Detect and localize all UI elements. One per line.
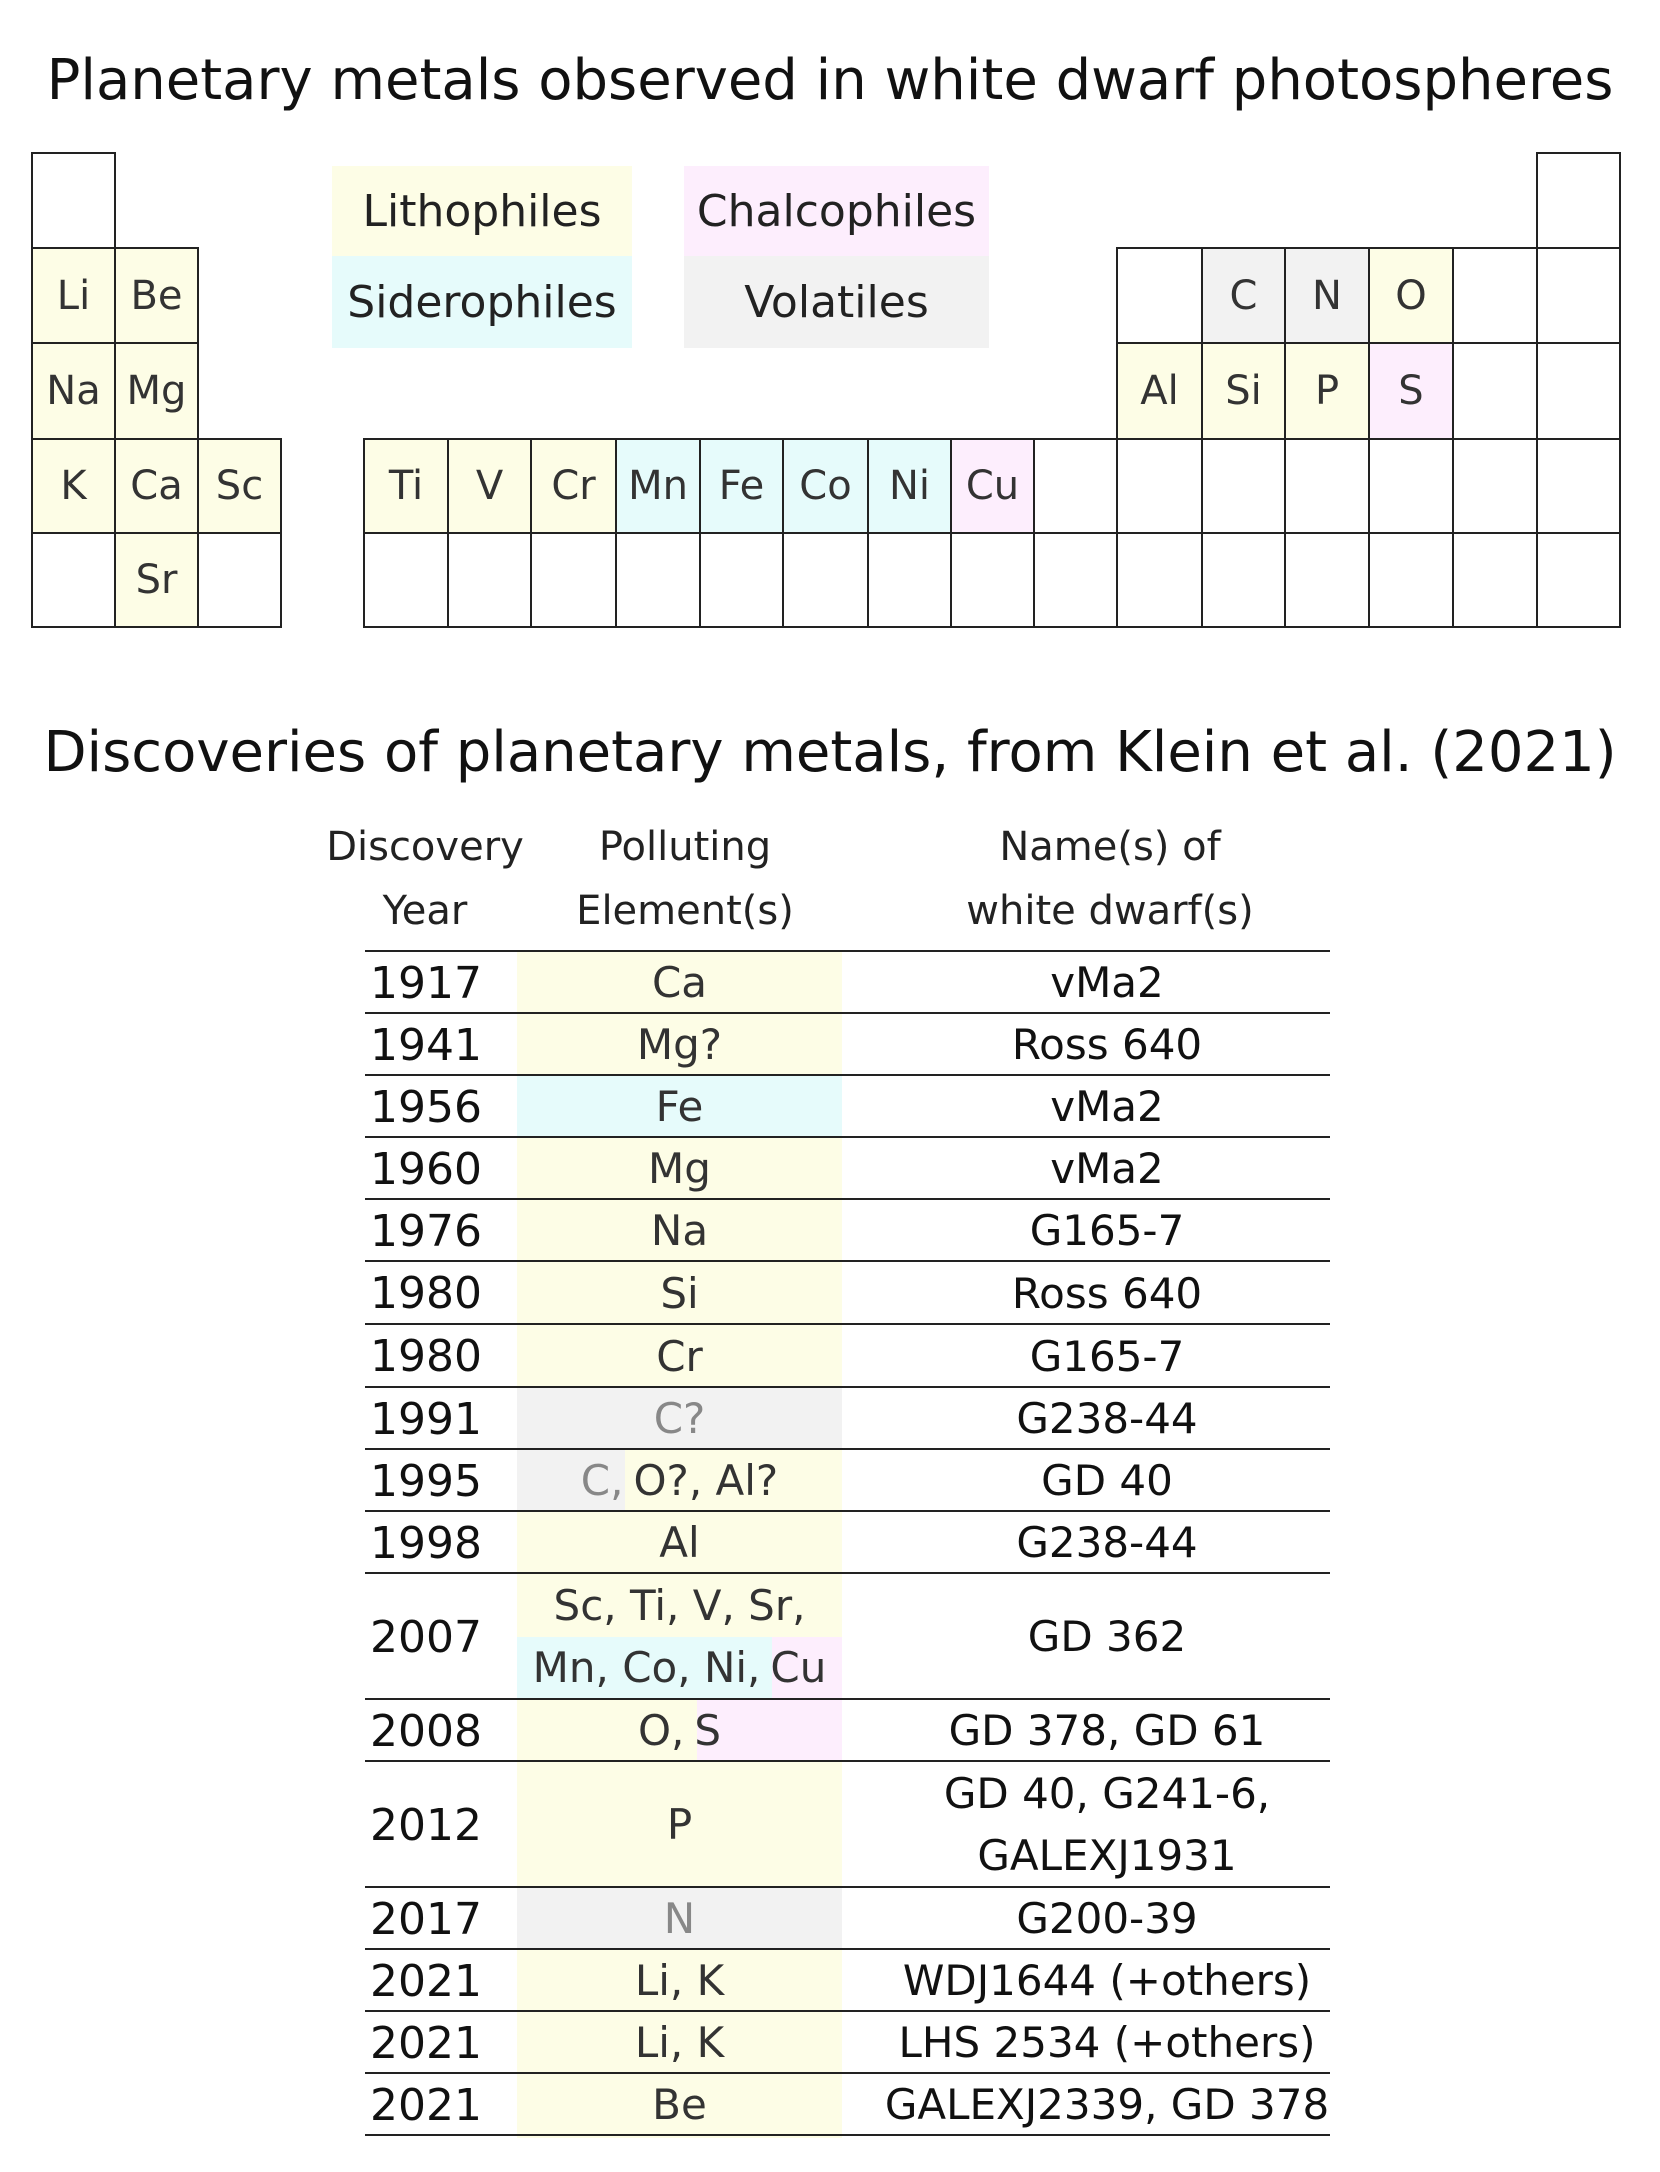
cell-empty (867, 532, 952, 628)
row-names: G238-44 (1016, 1394, 1198, 1443)
header-year-line2: Year (382, 888, 468, 934)
row-year: 2012 (370, 1799, 482, 1851)
row-elements: Mg (648, 1144, 711, 1193)
row-year: 1976 (370, 1205, 482, 1257)
element-Be: Be (114, 247, 199, 344)
element-Ca: Ca (114, 438, 199, 534)
header-elements (545, 815, 825, 943)
element-lithophile: O, (637, 1706, 685, 1755)
element-Fe: Fe (699, 438, 784, 534)
element-Cr: Cr (530, 438, 617, 534)
element-line-lithophile: Sc, Ti, V, Sr, (553, 1581, 806, 1630)
row-names (842, 1762, 1372, 1888)
row-names: G200-39 (1016, 1894, 1198, 1943)
element-N: N (1284, 247, 1370, 344)
row-names: vMa2 (1050, 1144, 1164, 1193)
element-line-siderophile (533, 1637, 827, 1699)
row-names: Ross 640 (1011, 1020, 1203, 1069)
row-names: vMa2 (1050, 958, 1164, 1007)
element-Li: Li (31, 247, 116, 344)
element-chalcophile: Cu (770, 1643, 827, 1692)
cell-empty (1284, 438, 1370, 534)
row-names-line2: GALEXJ1931 (977, 1831, 1237, 1880)
element-Mn: Mn (615, 438, 701, 534)
cell-empty (1033, 438, 1118, 534)
main-title: Planetary metals observed in white dwarf photospheres (46, 48, 1614, 113)
element-Ti: Ti (363, 438, 449, 534)
row-names: G238-44 (1016, 1518, 1198, 1567)
legend-lithophiles: Lithophiles (332, 166, 632, 256)
header-year-line1: Discovery (326, 824, 524, 870)
header-elements-line1: Polluting (598, 824, 772, 870)
legend-chalcophiles: Chalcophiles (684, 166, 989, 256)
element-Sr: Sr (114, 532, 199, 628)
row-elements: P (666, 1800, 693, 1849)
row-year: 1995 (370, 1455, 482, 1507)
cell-empty (1452, 247, 1538, 344)
row-year: 2017 (370, 1893, 482, 1945)
cell-empty (1201, 438, 1286, 534)
element-Al: Al (1116, 342, 1203, 440)
cell-empty (1033, 532, 1118, 628)
cell-he (1536, 152, 1621, 249)
row-year: 2021 (370, 2079, 482, 2131)
cell-empty (1284, 532, 1370, 628)
row-year: 1917 (370, 957, 482, 1009)
element-Co: Co (782, 438, 869, 534)
row-names: G165-7 (1029, 1331, 1185, 1381)
element-O: O (1368, 247, 1454, 344)
discoveries-title: Discoveries of planetary metals, from Klein et al. (2021) (43, 720, 1617, 785)
cell-empty (363, 532, 449, 628)
cell-empty (1536, 438, 1621, 534)
row-elements: Ca (651, 958, 708, 1007)
row-elements: N (663, 1894, 696, 1943)
row-elements: Mg? (636, 1020, 723, 1069)
header-names-line2: white dwarf(s) (966, 888, 1254, 934)
cell-empty (530, 532, 617, 628)
row-year: 1941 (370, 1019, 482, 1071)
row-elements: Be (652, 2080, 707, 2129)
cell-empty (1368, 438, 1454, 534)
element-P: P (1284, 342, 1370, 440)
cell-empty (1116, 247, 1203, 344)
cell-empty (1452, 438, 1538, 534)
legend-volatiles: Volatiles (684, 256, 989, 348)
cell-empty (699, 532, 784, 628)
row-elements: Na (650, 1206, 709, 1255)
cell-empty (1452, 342, 1538, 440)
row-elements (517, 1700, 842, 1762)
cell-empty (782, 532, 869, 628)
cell-empty (1452, 532, 1538, 628)
element-Ni: Ni (867, 438, 952, 534)
element-Mg: Mg (114, 342, 199, 440)
row-elements: Al (659, 1518, 700, 1567)
row-year: 1960 (370, 1143, 482, 1195)
header-year (300, 815, 550, 943)
row-names: LHS 2534 (+others) (898, 2018, 1316, 2067)
cell-empty (1116, 532, 1203, 628)
row-year: 2007 (370, 1611, 482, 1663)
row-elements (517, 1574, 842, 1700)
row-year: 1991 (370, 1393, 482, 1445)
element-Si: Si (1201, 342, 1286, 440)
cell-empty (447, 532, 532, 628)
cell-empty (1116, 438, 1203, 534)
cell-empty (950, 532, 1035, 628)
header-names-line1: Name(s) of (999, 824, 1221, 870)
element-siderophile: Mn, Co, Ni, (532, 1643, 761, 1692)
cell-empty (1368, 532, 1454, 628)
row-elements: Li, K (634, 2018, 725, 2067)
cell-empty (197, 532, 282, 628)
cell-empty (1201, 532, 1286, 628)
element-lithophile: O?, Al? (633, 1456, 779, 1505)
row-year: 1980 (370, 1331, 482, 1382)
row-year: 2021 (370, 2017, 482, 2069)
row-elements: Fe (655, 1082, 704, 1131)
element-Na: Na (31, 342, 116, 440)
element-Cu: Cu (950, 438, 1035, 534)
row-elements: Li, K (634, 1956, 725, 2005)
element-C: C (1201, 247, 1286, 344)
row-elements (517, 1450, 842, 1512)
cell-empty (1536, 247, 1621, 344)
element-S: S (1368, 342, 1454, 440)
row-year: 2008 (370, 1705, 482, 1757)
row-year: 1980 (370, 1268, 482, 1319)
legend-siderophiles: Siderophiles (332, 256, 632, 348)
row-elements: Si (660, 1268, 699, 1318)
header-names (910, 815, 1310, 943)
row-names: vMa2 (1050, 1082, 1164, 1131)
row-names-line1: GD 40, G241-6, (943, 1769, 1271, 1818)
element-V: V (447, 438, 532, 534)
cell-empty (1536, 342, 1621, 440)
row-names: G165-7 (1029, 1206, 1185, 1255)
row-elements: Cr (656, 1331, 703, 1381)
row-names: GD 40 (1041, 1456, 1173, 1505)
cell-empty (615, 532, 701, 628)
row-names: Ross 640 (1011, 1268, 1203, 1318)
cell-empty (31, 532, 116, 628)
cell-h (31, 152, 116, 249)
element-K: K (31, 438, 116, 534)
cell-empty (1536, 532, 1621, 628)
row-names: GALEXJ2339, GD 378 (884, 2080, 1330, 2129)
row-names: WDJ1644 (+others) (902, 1956, 1312, 2005)
row-year: 1956 (370, 1081, 482, 1133)
element-Sc: Sc (197, 438, 282, 534)
row-year: 1998 (370, 1517, 482, 1569)
row-names: GD 362 (1027, 1612, 1187, 1661)
row-elements: C? (653, 1394, 706, 1443)
row-names: GD 378, GD 61 (948, 1706, 1266, 1755)
element-chalcophile: S (694, 1706, 722, 1755)
header-elements-line2: Element(s) (576, 888, 794, 934)
row-year: 2021 (370, 1955, 482, 2007)
element-volatile: C, (580, 1456, 624, 1505)
